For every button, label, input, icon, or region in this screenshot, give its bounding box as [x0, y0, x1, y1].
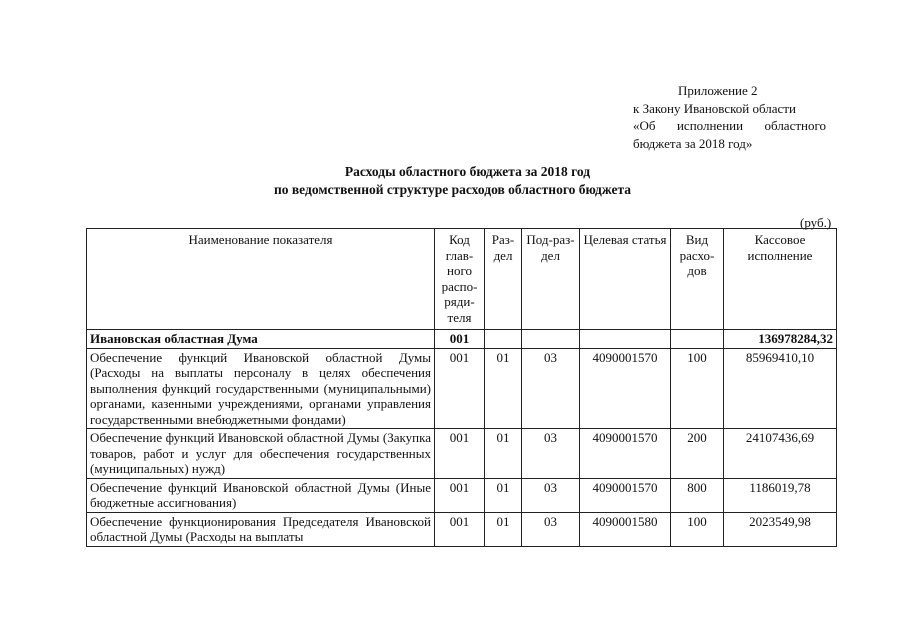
row-section: 01 [485, 478, 522, 512]
annex-line: «Об исполнении областного [633, 118, 826, 133]
row-section: 01 [485, 512, 522, 546]
header-execution: Кассовое исполнение [724, 229, 837, 330]
title-line: по ведомственной структуре расходов областного бюджета [273, 182, 632, 197]
header-code: Код глав-ного распо-ряди-теля [435, 229, 485, 330]
annex-line: к Закону Ивановской области [633, 100, 796, 116]
row-subsection: 03 [522, 478, 580, 512]
annex-line: бюджета за 2018 год» [633, 135, 753, 151]
row-name: Обеспечение функций Ивановской областной Думы (Расходы на выплаты персоналу в целях обеспечения выполнения функций государственными (муниципальными) органами, казенными учреждениями, органами управления государственными внебюджетными фондами) [87, 348, 435, 429]
row-type: 100 [671, 512, 724, 546]
row-execution: 2023549,98 [724, 512, 837, 546]
table-row-department [87, 330, 837, 349]
dept-execution: 136978284,32 [724, 330, 837, 349]
row-name: Обеспечение функций Ивановской областной Думы (Иные бюджетные ассигнования) [87, 478, 435, 512]
dept-name: Ивановская областная Дума [87, 330, 435, 349]
dept-code: 001 [435, 330, 485, 349]
table-header-row [87, 229, 837, 330]
row-section: 01 [485, 429, 522, 479]
header-type: Вид расхо-дов [671, 229, 724, 330]
header-section: Раз-дел [485, 229, 522, 330]
expenditure-table [86, 228, 837, 547]
table-row [87, 348, 837, 429]
row-type: 100 [671, 348, 724, 429]
row-target: 4090001570 [580, 348, 671, 429]
row-code: 001 [435, 429, 485, 479]
document-title [0, 163, 905, 199]
row-target: 4090001580 [580, 512, 671, 546]
row-execution: 1186019,78 [724, 478, 837, 512]
row-execution: 24107436,69 [724, 429, 837, 479]
row-code: 001 [435, 348, 485, 429]
table-row [87, 478, 837, 512]
row-subsection: 03 [522, 429, 580, 479]
table-row [87, 429, 837, 479]
row-name: Обеспечение функций Ивановской областной Думы (Закупка товаров, работ и услуг для обеспечения государственных (муниципальных) нужд) [87, 429, 435, 479]
row-code: 001 [435, 478, 485, 512]
row-code: 001 [435, 512, 485, 546]
row-type: 200 [671, 429, 724, 479]
row-execution: 85969410,10 [724, 348, 837, 429]
title-line: Расходы областного бюджета за 2018 год [344, 164, 591, 179]
row-subsection: 03 [522, 348, 580, 429]
annex-header [633, 82, 826, 152]
row-target: 4090001570 [580, 429, 671, 479]
row-type: 800 [671, 478, 724, 512]
table-row [87, 512, 837, 546]
header-target: Целевая статья [580, 229, 671, 330]
header-subsection: Под-раз-дел [522, 229, 580, 330]
units-label: (руб.) [800, 215, 832, 230]
row-target: 4090001570 [580, 478, 671, 512]
annex-title: Приложение 2 [678, 83, 758, 98]
row-section: 01 [485, 348, 522, 429]
row-subsection: 03 [522, 512, 580, 546]
header-name: Наименование показателя [87, 229, 435, 330]
row-name: Обеспечение функционирования Председателя Ивановской областной Думы (Расходы на выплаты [87, 512, 435, 546]
